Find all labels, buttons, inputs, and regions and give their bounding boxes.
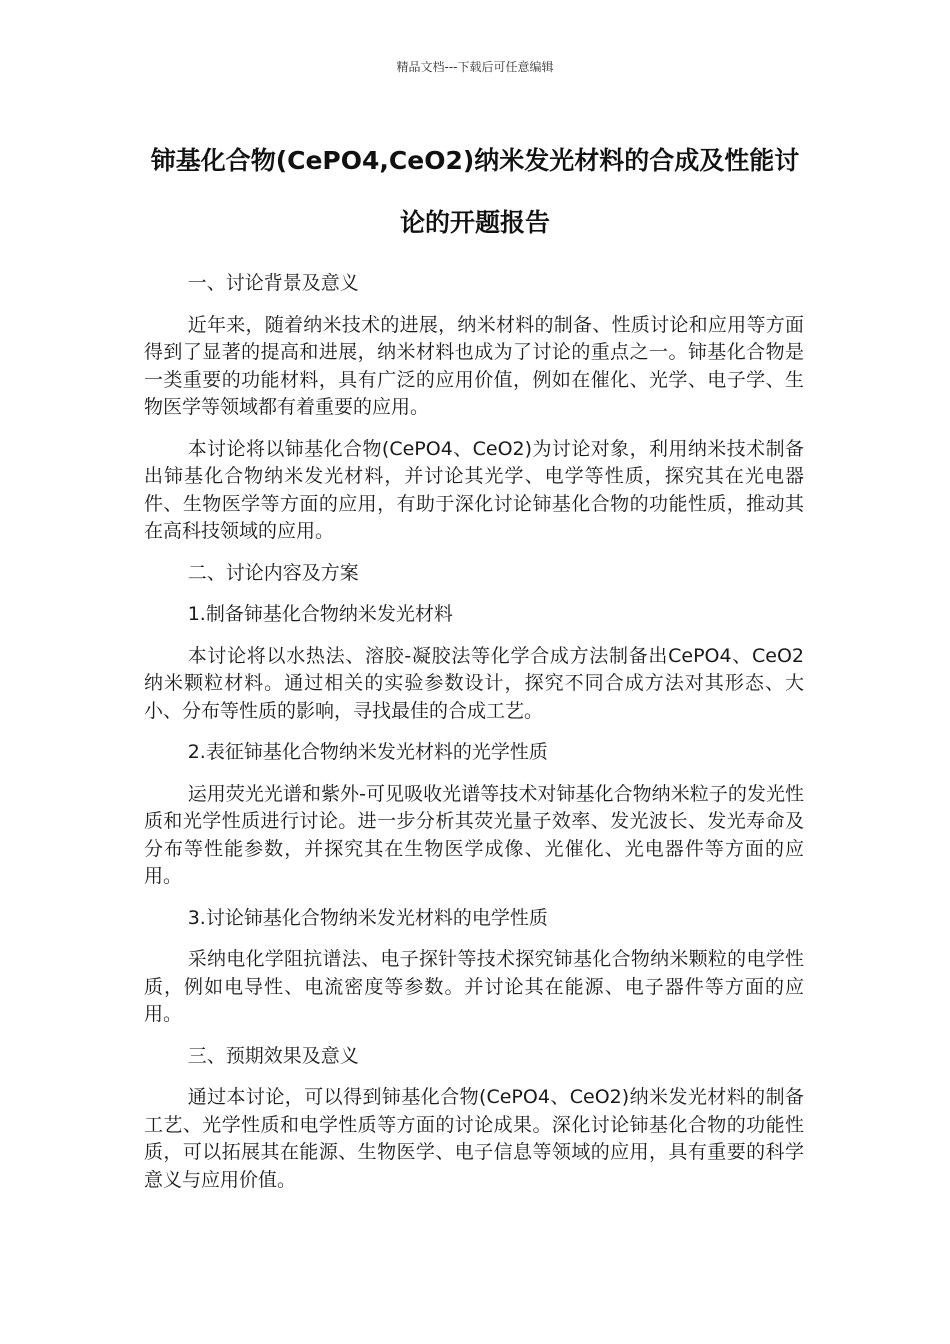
subsection-heading: 3.讨论铈基化合物纳米发光材料的电学性质 <box>187 906 548 929</box>
paragraph: 通过本讨论，可以得到铈基化合物(CePO4、CeO2)纳米发光材料的制备工艺、光学性质和电学性质等方面的讨论成果。深化讨论铈基化合物的功能性质，可以拓展其在能源、生物医学、电子信息等领域的应用，具有重要的科学意义与应用价值。 <box>144 1086 804 1191</box>
paragraph: 近年来，随着纳米技术的进展，纳米材料的制备、性质讨论和应用等方面得到了显著的提高和进展，纳米材料也成为了讨论的重点之一。铈基化合物是一类重要的功能材料，具有广泛的应用价值，例如在催化、光学、电子学、生物医学等领域都有着重要的应用。 <box>144 313 804 418</box>
document-body <box>144 270 804 1208</box>
header-note: 精品文档---下载后可任意编辑 <box>396 60 554 74</box>
paragraph: 本讨论将以水热法、溶胶-凝胶法等化学合成方法制备出CePO4、CeO2 纳米颗粒材料。通过相关的实验参数设计，探究不同合成方法对其形态、大小、分布等性质的影响，寻找最佳的合成工艺。 <box>144 644 804 722</box>
subsection-heading: 1.制备铈基化合物纳米发光材料 <box>187 603 453 625</box>
subsection-heading: 2.表征铈基化合物纳米发光材料的光学性质 <box>187 741 548 763</box>
document-title: 铈基化合物(CePO4,CeO2)纳米发光材料的合成及性能讨论的开题报告 <box>150 146 800 237</box>
paragraph: 运用荧光光谱和紫外-可见吸收光谱等技术对铈基化合物纳米粒子的发光性质和光学性质进行讨论。进一步分析其荧光量子效率、发光波长、发光寿命及分布等性能参数，并探究其在生物医学成像、光催化、光电器件等方面的应用。 <box>144 782 804 887</box>
section-heading: 三、预期效果及意义 <box>187 1044 359 1067</box>
paragraph: 采纳电化学阻抗谱法、电子探针等技术探究铈基化合物纳米颗粒的电学性质，例如电导性、电流密度等参数。并讨论其在能源、电子器件等方面的应用。 <box>144 948 804 1025</box>
section-heading: 一、讨论背景及意义 <box>187 272 359 294</box>
paragraph: 本讨论将以铈基化合物(CePO4、CeO2)为讨论对象，利用纳米技术制备出铈基化合物纳米发光材料，并讨论其光学、电学等性质，探究其在光电器件、生物医学等方面的应用，有助于深化讨论铈基化合物的功能性质，推动其在高科技领域的应用。 <box>144 437 804 542</box>
section-heading: 二、讨论内容及方案 <box>187 561 359 584</box>
